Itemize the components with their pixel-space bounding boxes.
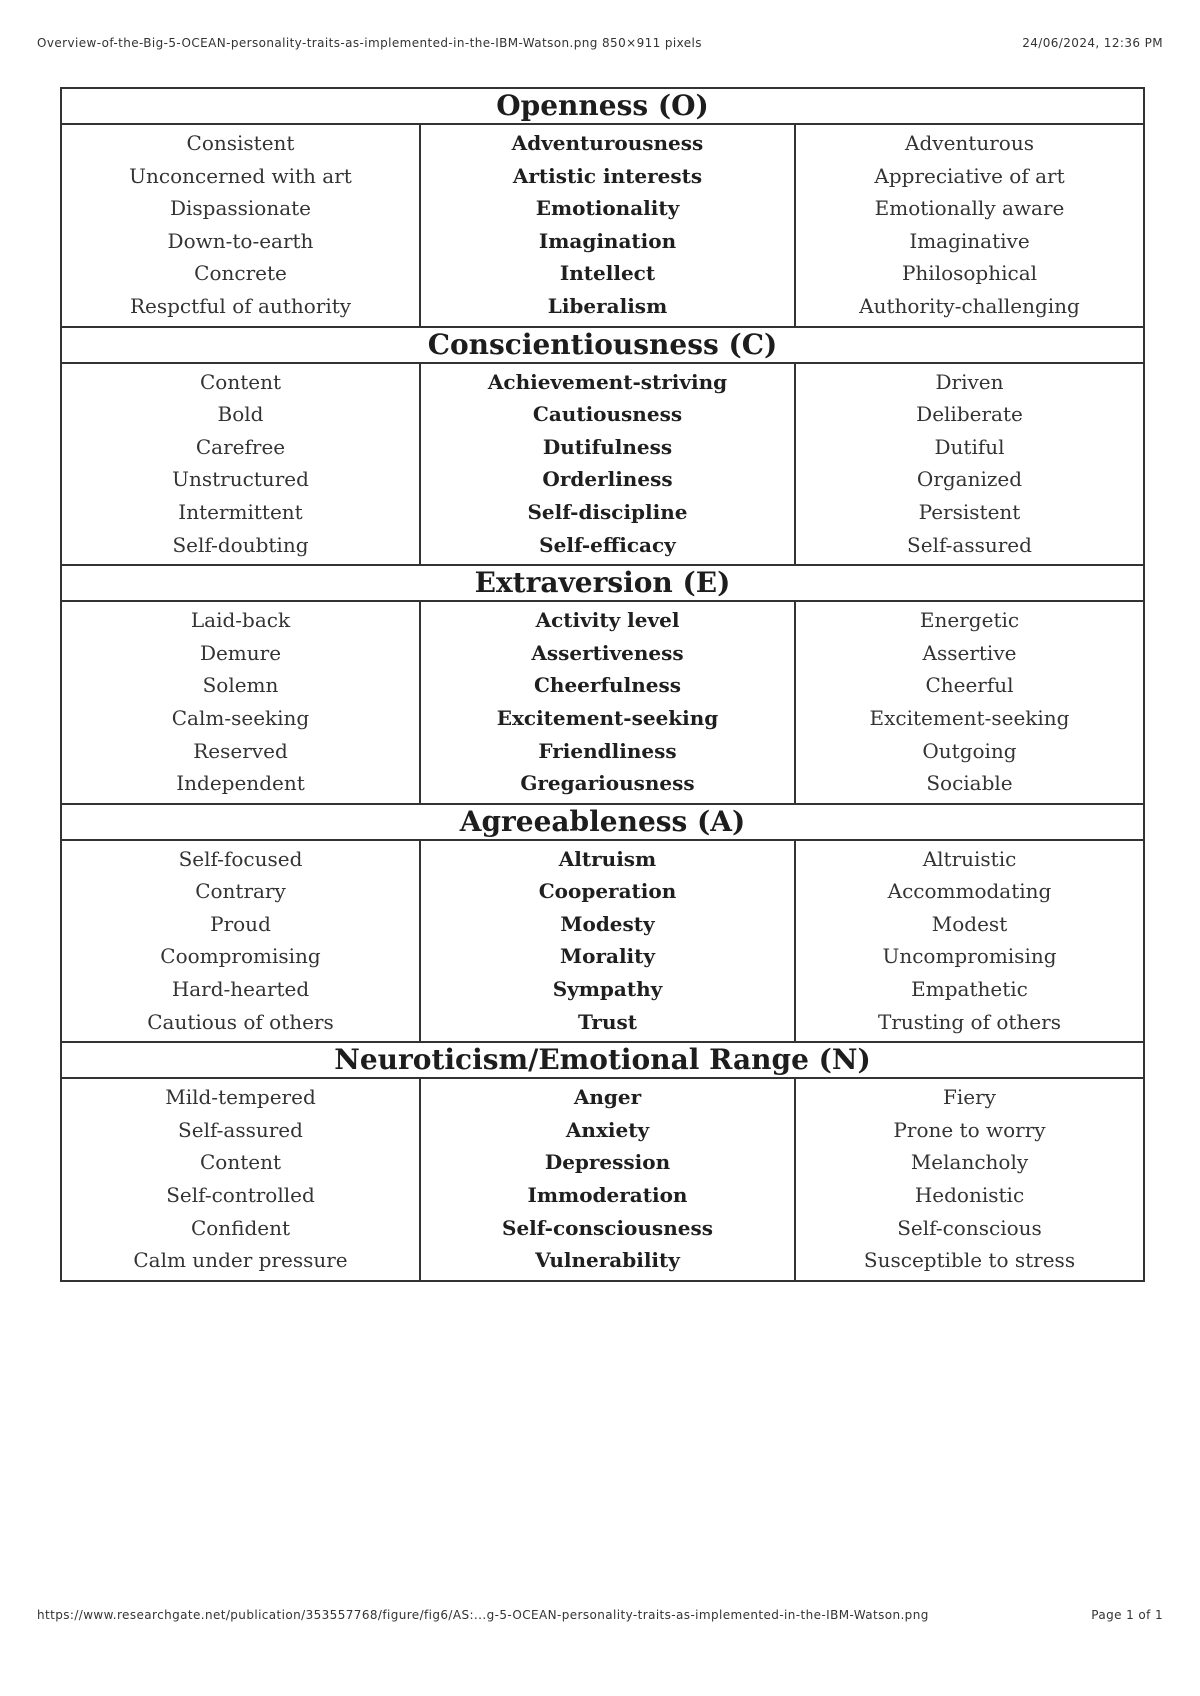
low-pole-term: Concrete <box>194 261 287 286</box>
facet-name: Depression <box>544 1150 671 1175</box>
low-pole-term: Calm-seeking <box>171 705 310 730</box>
facet-name: Liberalism <box>547 293 668 318</box>
low-pole-term: Laid-back <box>190 608 291 633</box>
facet-name: Achievement-striving <box>487 369 728 394</box>
low-pole-term: Self-controlled <box>166 1183 315 1208</box>
high-pole-term: Sociable <box>926 771 1013 796</box>
facet-column <box>419 125 794 326</box>
low-pole-term: Solemn <box>202 673 279 698</box>
high-pole-term: Excitement-seeking <box>869 705 1070 730</box>
trait-facets-block <box>62 364 1143 567</box>
low-pole-term: Self-focused <box>178 846 303 871</box>
trait-title: Neuroticism/Emotional Range (N) <box>62 1043 1143 1079</box>
facet-name: Dutifulness <box>542 434 673 459</box>
facet-name: Cooperation <box>538 879 677 904</box>
high-pole-term: Uncompromising <box>882 944 1057 969</box>
facet-name: Orderliness <box>542 467 673 492</box>
low-pole-term: Content <box>199 369 281 394</box>
print-header <box>37 36 1163 50</box>
trait-facets-block <box>62 1079 1143 1280</box>
trait-title: Agreeableness (A) <box>62 805 1143 841</box>
facet-column <box>419 841 794 1042</box>
high-pole-term: Energetic <box>919 608 1020 633</box>
high-pole-column <box>794 841 1143 1042</box>
trait-facets-block <box>62 602 1143 805</box>
facet-name: Immoderation <box>527 1183 688 1208</box>
facet-name: Excitement-seeking <box>496 705 719 730</box>
low-pole-term: Confident <box>190 1215 291 1240</box>
low-pole-term: Hard-hearted <box>171 977 310 1002</box>
low-pole-term: Mild-tempered <box>165 1085 316 1110</box>
high-pole-term: Prone to worry <box>893 1117 1046 1142</box>
low-pole-term: Carefree <box>195 434 286 459</box>
high-pole-column <box>794 1079 1143 1280</box>
facet-name: Altruism <box>558 846 657 871</box>
low-pole-term: Self-doubting <box>172 532 309 557</box>
high-pole-term: Cheerful <box>925 673 1014 698</box>
low-pole-term: Dispassionate <box>169 196 312 221</box>
high-pole-term: Susceptible to stress <box>863 1248 1076 1273</box>
facet-name: Assertiveness <box>531 640 684 665</box>
low-pole-term: Contrary <box>195 879 286 904</box>
high-pole-term: Driven <box>935 369 1004 394</box>
high-pole-term: Organized <box>916 467 1023 492</box>
facet-name: Adventurousness <box>511 131 704 155</box>
low-pole-term: Proud <box>210 911 271 936</box>
footer-page-number: Page 1 of 1 <box>1091 1608 1163 1622</box>
low-pole-term: Self-assured <box>178 1117 303 1142</box>
facet-column <box>419 602 794 803</box>
high-pole-term: Self-assured <box>907 532 1032 557</box>
low-pole-term: Unstructured <box>172 467 309 492</box>
high-pole-term: Appreciative of art <box>874 163 1065 188</box>
facet-name: Activity level <box>535 608 680 633</box>
low-pole-term: Down-to-earth <box>167 228 314 253</box>
facet-name: Cheerfulness <box>534 673 681 698</box>
low-pole-term: Unconcerned with art <box>129 163 352 188</box>
high-pole-term: Self-conscious <box>897 1215 1042 1240</box>
low-pole-column <box>62 841 419 1042</box>
low-pole-term: Calm under pressure <box>133 1248 348 1273</box>
low-pole-column <box>62 602 419 803</box>
low-pole-column <box>62 125 419 326</box>
low-pole-term: Cautious of others <box>147 1009 334 1034</box>
facet-name: Self-consciousness <box>502 1215 713 1240</box>
facet-name: Modesty <box>560 911 655 936</box>
high-pole-term: Imaginative <box>909 228 1030 253</box>
trait-facets-block <box>62 841 1143 1044</box>
high-pole-term: Adventurous <box>905 131 1034 155</box>
high-pole-column <box>794 602 1143 803</box>
low-pole-column <box>62 1079 419 1280</box>
trait-title: Openness (O) <box>62 89 1143 125</box>
header-datetime: 24/06/2024, 12:36 PM <box>1022 36 1163 50</box>
high-pole-term: Trusting of others <box>878 1009 1061 1034</box>
high-pole-term: Persistent <box>918 499 1021 524</box>
high-pole-term: Empathetic <box>911 977 1028 1002</box>
high-pole-term: Outgoing <box>922 738 1017 763</box>
high-pole-term: Melancholy <box>910 1150 1029 1175</box>
low-pole-term: Respctful of authority <box>129 293 352 318</box>
trait-facets-block <box>62 125 1143 328</box>
high-pole-term: Philosophical <box>901 261 1038 286</box>
low-pole-term: Consistent <box>186 131 295 155</box>
facet-name: Artistic interests <box>512 163 703 188</box>
trait-title: Conscientiousness (C) <box>62 328 1143 364</box>
high-pole-term: Modest <box>931 911 1008 936</box>
header-filename: Overview-of-the-Big-5-OCEAN-personality-traits-as-implemented-in-the-IBM-Watson.png 850×911 pixels <box>37 36 702 50</box>
low-pole-term: Demure <box>199 640 282 665</box>
facet-name: Sympathy <box>552 977 663 1002</box>
high-pole-term: Altruistic <box>922 846 1017 871</box>
low-pole-term: Bold <box>217 402 264 427</box>
high-pole-term: Hedonistic <box>914 1183 1025 1208</box>
facet-name: Self-discipline <box>527 499 688 524</box>
facet-name: Trust <box>577 1009 637 1034</box>
low-pole-term: Coompromising <box>160 944 321 969</box>
high-pole-term: Emotionally aware <box>874 196 1065 221</box>
low-pole-column <box>62 364 419 565</box>
low-pole-term: Intermittent <box>178 499 303 524</box>
low-pole-term: Content <box>199 1150 281 1175</box>
high-pole-term: Fiery <box>943 1085 996 1110</box>
facet-name: Friendliness <box>538 738 677 763</box>
facet-name: Anger <box>573 1085 642 1110</box>
facet-name: Cautiousness <box>532 402 683 427</box>
facet-name: Emotionality <box>535 196 680 221</box>
low-pole-term: Independent <box>176 771 305 796</box>
high-pole-column <box>794 364 1143 565</box>
high-pole-term: Deliberate <box>916 402 1023 427</box>
high-pole-term: Accommodating <box>887 879 1052 904</box>
facet-name: Morality <box>559 944 656 969</box>
facet-column <box>419 1079 794 1280</box>
facet-name: Anxiety <box>565 1117 650 1142</box>
low-pole-term: Reserved <box>193 738 288 763</box>
footer-url: https://www.researchgate.net/publication/353557768/figure/fig6/AS:...g-5-OCEAN-personality-traits-as-implemented-in-the-IBM-Watson.png <box>37 1608 929 1622</box>
trait-title: Extraversion (E) <box>62 566 1143 602</box>
ocean-traits-table <box>60 87 1145 1282</box>
facet-name: Intellect <box>559 261 656 286</box>
facet-name: Vulnerability <box>535 1248 680 1273</box>
high-pole-column <box>794 125 1143 326</box>
high-pole-term: Dutiful <box>934 434 1005 459</box>
high-pole-term: Authority-challenging <box>859 293 1080 318</box>
facet-name: Gregariousness <box>520 771 695 796</box>
facet-name: Imagination <box>538 228 677 253</box>
facet-column <box>419 364 794 565</box>
print-footer <box>37 1608 1163 1622</box>
facet-name: Self-efficacy <box>539 532 676 557</box>
high-pole-term: Assertive <box>922 640 1017 665</box>
